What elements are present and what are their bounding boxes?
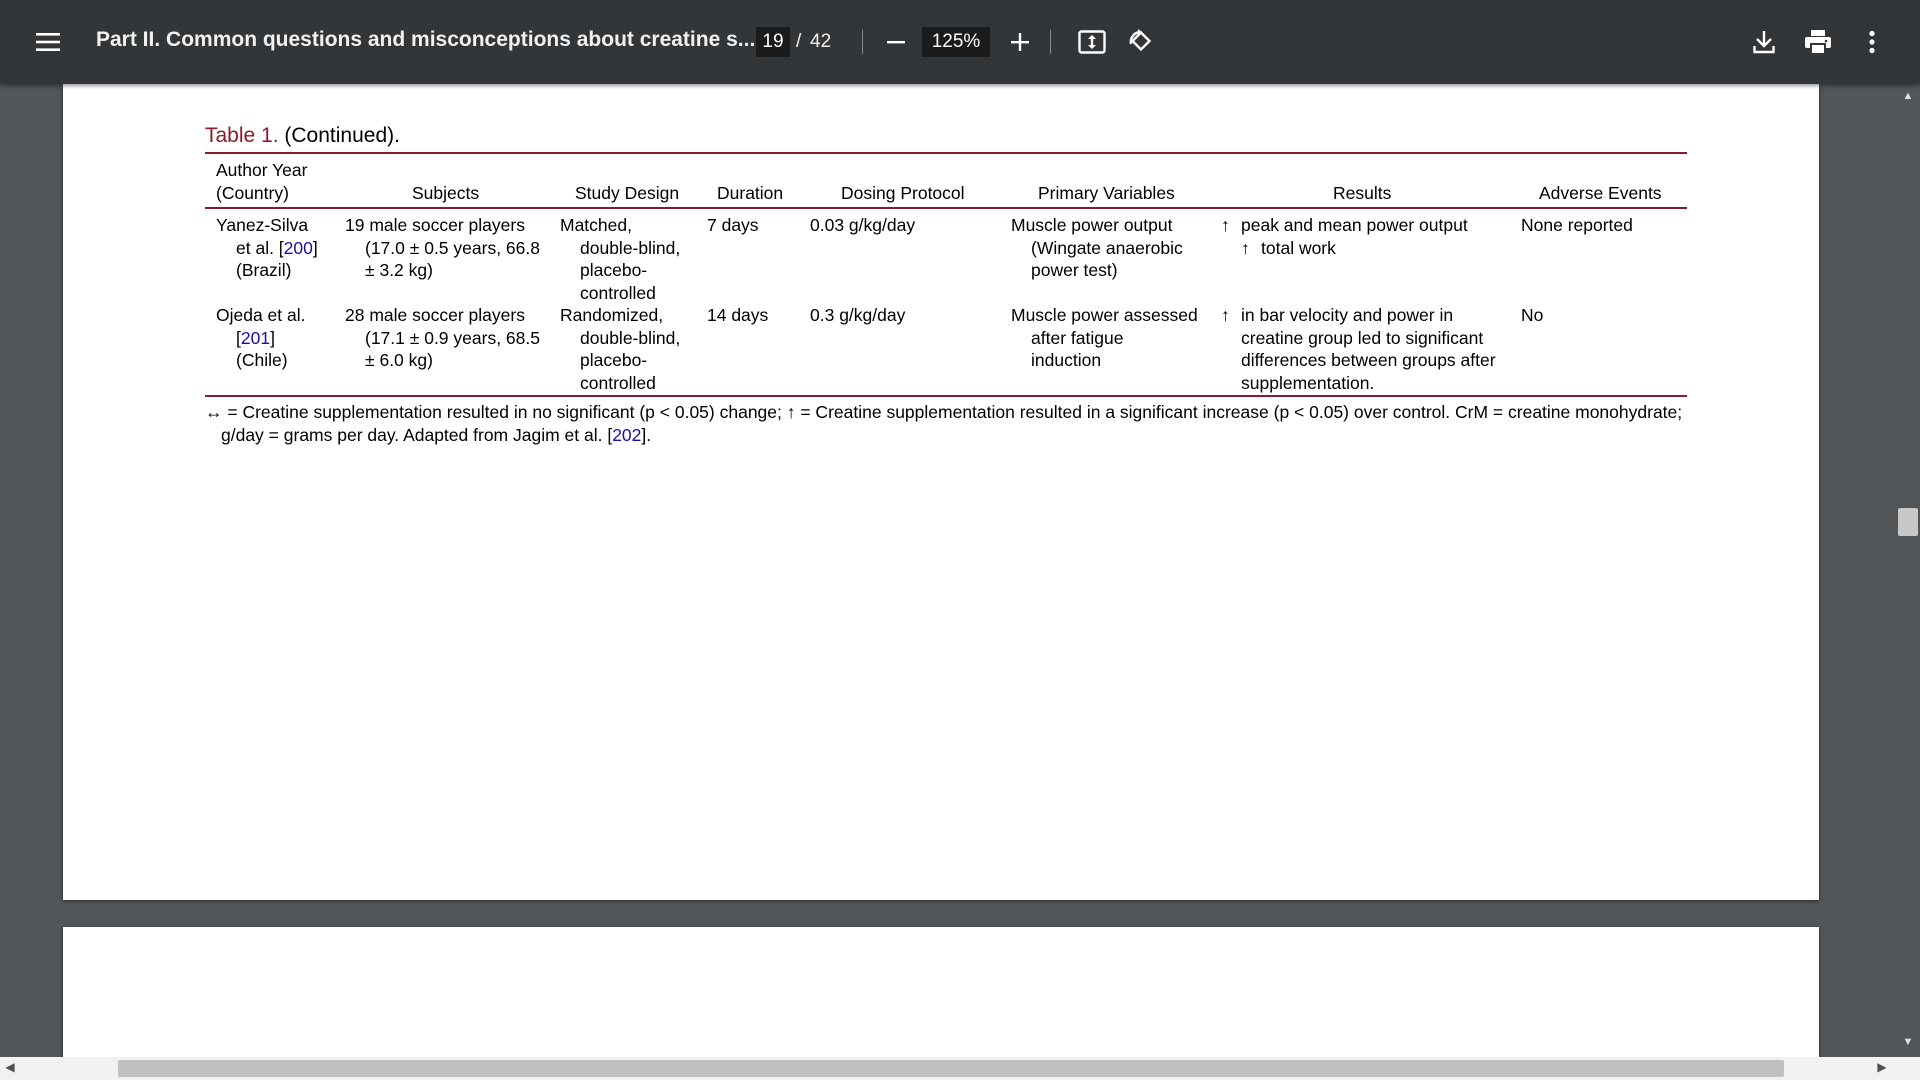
header-results: Results [1333,183,1392,203]
row1-primary-line: Muscle power output [1011,215,1173,235]
zoom-level-input[interactable]: 125% [922,27,990,57]
row2-subjects-line: ± 6.0 kg) [365,350,433,370]
row2-subjects [345,304,540,372]
fit-to-page-button[interactable] [1072,22,1112,62]
pdf-page [63,84,1819,900]
row2-duration: 14 days [707,305,769,325]
row2-design-line: placebo- [580,350,648,370]
row1-author [216,214,318,282]
download-icon [1753,30,1775,54]
row2-results-line [1221,304,1496,327]
row1-subjects-line: (17.0 ± 0.5 years, 66.8 [365,237,540,258]
row1-subjects-line: 19 male soccer players [345,215,525,235]
header-author-line1: Author Year [216,160,308,180]
row2-study-design [560,304,680,394]
vertical-scroll-thumb[interactable] [1898,508,1918,536]
menu-icon [36,32,60,52]
row1-duration: 7 days [707,215,759,235]
row2-author-name: Ojeda et al. [216,305,306,325]
download-button[interactable] [1744,22,1784,62]
row1-reference-link[interactable]: 200 [283,237,313,258]
print-icon [1804,29,1832,55]
row2-dosing: 0.3 g/kg/day [810,305,906,325]
row1-results-line [1221,237,1468,260]
row1-design-line: Matched, [560,215,632,235]
row2-primary-line: induction [1031,350,1102,370]
row1-primary-line: (Wingate anaerobic [1031,237,1183,258]
page-number-input[interactable]: 19 [756,27,790,57]
row1-subjects [345,214,540,282]
minus-icon [886,32,906,52]
toolbar-divider [862,30,863,54]
header-subjects: Subjects [412,183,480,203]
row2-results [1221,304,1496,394]
footnote-line1: ↔ = Creatine supplementation resulted in no significant (p < 0.05) change; ↑ = Creatine supplementation resulted in a significant increase (p < 0.05) over control. CrM = creatine monohydrate; [205,402,1683,422]
row1-adverse-events: None reported [1521,215,1633,235]
row1-author-ref-line [216,237,318,260]
row2-primary-line: after fatigue [1031,327,1124,348]
row1-results-text: peak and mean power output [1241,215,1468,235]
pdf-toolbar [0,0,1920,84]
scroll-right-icon[interactable]: ▶ [1877,1060,1887,1074]
table-label: Table 1. [205,124,279,147]
row1-country: (Brazil) [236,260,292,280]
row2-design-line: double-blind, [580,327,681,348]
row2-subjects-line: (17.1 ± 0.9 years, 68.5 [365,327,540,348]
footnote-text-end: ]. [641,425,652,445]
up-arrow-icon: ↑ [1241,237,1250,258]
table-caption [205,124,400,148]
vertical-scrollbar[interactable] [1896,84,1920,1057]
row1-primary-variables [1011,214,1183,282]
row1-author-etal: et al. [ [236,237,284,258]
table-bottom-rule [205,395,1687,397]
row2-results-line: differences between groups after [1241,350,1496,370]
header-adverse-events: Adverse Events [1539,183,1662,203]
row2-results-line: creatine group led to significant [1241,327,1484,348]
document-title: Part II. Common questions and misconceptions about creatine s... [96,28,756,51]
row2-reference-link[interactable]: 201 [240,327,271,348]
horizontal-scroll-thumb[interactable] [118,1060,1784,1077]
pdf-next-page [63,927,1819,1057]
table-top-rule [205,152,1687,154]
row2-design-line: Randomized, [560,305,664,325]
row2-subjects-line: 28 male soccer players [345,305,525,325]
header-study-design: Study Design [575,183,680,203]
table-footnote [205,401,1689,447]
more-vert-icon [1868,30,1876,54]
footnote-text: g/day = grams per day. Adapted from Jagim et al. [ [221,425,613,445]
row1-author-name: Yanez-Silva [216,215,309,235]
page-separator: / [796,31,802,52]
row1-design-line: double-blind, [580,237,681,258]
row2-primary-variables [1011,304,1198,372]
scroll-left-icon[interactable]: ◀ [5,1060,15,1074]
up-arrow-icon: ↑ [1221,215,1230,235]
toolbar-divider [1050,30,1051,54]
row1-design-line: placebo- [580,260,648,280]
row1-subjects-line: ± 3.2 kg) [365,260,433,280]
row2-author [216,304,306,372]
more-options-button[interactable] [1852,22,1892,62]
footnote-reference-link[interactable]: 202 [612,425,642,445]
row1-study-design [560,214,680,304]
row2-country: (Chile) [236,350,288,370]
row1-results-line [1221,214,1468,237]
header-author-year [216,159,307,204]
row1-design-line: controlled [580,282,656,303]
fit-page-icon [1078,30,1106,54]
row2-author-ref-line [216,327,306,350]
table-caption-text: (Continued). [278,124,400,147]
row1-primary-line: power test) [1031,260,1118,280]
row2-ref-close: ] [270,327,275,348]
page-total: 42 [810,31,832,52]
row2-ref-open: [ [236,327,241,348]
header-duration: Duration [717,183,784,203]
up-arrow-icon: ↑ [1221,305,1230,325]
zoom-in-button[interactable] [1000,22,1040,62]
header-primary-variables: Primary Variables [1038,183,1175,203]
row1-results-text: total work [1261,237,1336,258]
table-header-rule [205,207,1687,209]
scroll-up-icon[interactable]: ▲ [1902,90,1914,102]
row1-dosing: 0.03 g/kg/day [810,215,916,235]
row2-results-text: in bar velocity and power in [1241,305,1454,325]
zoom-out-button[interactable] [876,22,916,62]
row2-results-line: supplementation. [1241,372,1375,393]
menu-button[interactable] [28,22,68,62]
rotate-button[interactable] [1120,22,1160,62]
row2-primary-line: Muscle power assessed [1011,305,1198,325]
plus-icon [1010,32,1030,52]
header-author-line2: (Country) [216,182,289,203]
scroll-down-icon[interactable]: ▼ [1902,1036,1914,1048]
row1-results [1221,214,1468,259]
footnote-line2 [205,424,1689,447]
row1-ref-close: ] [312,237,318,258]
row2-design-line: controlled [580,372,656,393]
row2-adverse-events: No [1521,305,1544,325]
header-dosing-protocol: Dosing Protocol [841,183,965,203]
rotate-icon [1126,28,1154,56]
print-button[interactable] [1798,22,1838,62]
